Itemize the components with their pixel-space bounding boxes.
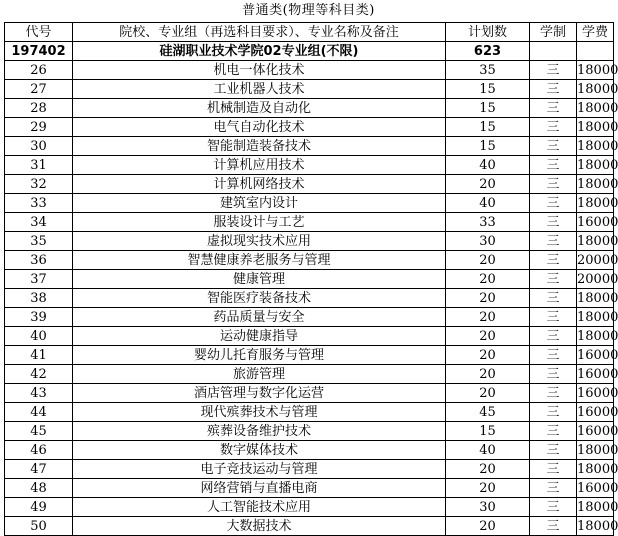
major-duration: 三 — [530, 441, 577, 460]
major-code: 31 — [5, 156, 73, 175]
major-duration: 三 — [530, 251, 577, 270]
table-row — [5, 422, 614, 441]
major-fee: 16000 — [577, 347, 618, 363]
major-plan: 15 — [446, 99, 530, 118]
major-plan: 20 — [446, 384, 530, 403]
major-plan: 20 — [446, 346, 530, 365]
major-plan: 20 — [446, 479, 530, 498]
major-name: 网络营销与直播电商 — [73, 479, 446, 498]
major-plan: 15 — [446, 118, 530, 137]
major-fee: 18000 — [577, 309, 618, 325]
major-fee: 18000 — [577, 157, 618, 173]
major-name: 虚拟现实技术应用 — [73, 232, 446, 251]
table-row — [5, 517, 614, 536]
table-row — [5, 137, 614, 156]
major-duration: 三 — [530, 308, 577, 327]
table-row — [5, 479, 614, 498]
major-name: 计算机网络技术 — [73, 175, 446, 194]
major-plan: 35 — [446, 61, 530, 80]
major-code: 29 — [5, 118, 73, 137]
major-fee: 18000 — [577, 442, 618, 458]
major-code: 36 — [5, 251, 73, 270]
major-duration: 三 — [530, 118, 577, 137]
group-code: 197402 — [5, 42, 73, 61]
admission-plan-table — [4, 22, 618, 536]
major-plan: 33 — [446, 213, 530, 232]
major-name: 电气自动化技术 — [73, 118, 446, 137]
table-row — [5, 80, 614, 99]
major-name: 机械制造及自动化 — [73, 99, 446, 118]
major-plan: 15 — [446, 422, 530, 441]
major-fee: 16000 — [577, 423, 618, 439]
major-name: 现代殡葬技术与管理 — [73, 403, 446, 422]
major-fee: 18000 — [577, 138, 618, 154]
major-duration: 三 — [530, 213, 577, 232]
major-name: 殡葬设备维护技术 — [73, 422, 446, 441]
table-row — [5, 118, 614, 137]
major-code: 38 — [5, 289, 73, 308]
major-duration: 三 — [530, 175, 577, 194]
major-fee: 18000 — [577, 499, 618, 515]
header-name: 院校、专业组（再选科目要求）、专业名称及备注 — [73, 23, 446, 42]
major-plan: 30 — [446, 498, 530, 517]
major-code: 48 — [5, 479, 73, 498]
table-row — [5, 289, 614, 308]
group-duration — [530, 42, 577, 61]
table-row — [5, 156, 614, 175]
major-name: 运动健康指导 — [73, 327, 446, 346]
major-fee: 18000 — [577, 461, 618, 477]
major-code: 45 — [5, 422, 73, 441]
major-fee: 16000 — [577, 385, 618, 401]
major-name: 电子竞技运动与管理 — [73, 460, 446, 479]
major-name: 婴幼儿托育服务与管理 — [73, 346, 446, 365]
major-fee: 20000 — [577, 252, 618, 268]
major-plan: 30 — [446, 232, 530, 251]
major-fee: 20000 — [577, 271, 618, 287]
major-fee: 18000 — [577, 81, 618, 97]
major-name: 酒店管理与数字化运营 — [73, 384, 446, 403]
major-duration: 三 — [530, 479, 577, 498]
major-fee: 18000 — [577, 119, 618, 135]
major-plan: 20 — [446, 289, 530, 308]
major-duration: 三 — [530, 403, 577, 422]
table-row — [5, 308, 614, 327]
major-name: 大数据技术 — [73, 517, 446, 536]
header-code: 代号 — [5, 23, 73, 42]
major-plan: 45 — [446, 403, 530, 422]
major-plan: 20 — [446, 270, 530, 289]
major-duration: 三 — [530, 80, 577, 99]
major-plan: 15 — [446, 137, 530, 156]
table-row — [5, 232, 614, 251]
major-name: 计算机应用技术 — [73, 156, 446, 175]
major-code: 44 — [5, 403, 73, 422]
table-row — [5, 194, 614, 213]
major-duration: 三 — [530, 384, 577, 403]
table-row — [5, 441, 614, 460]
major-code: 33 — [5, 194, 73, 213]
major-fee: 18000 — [577, 328, 618, 344]
major-duration: 三 — [530, 365, 577, 384]
major-duration: 三 — [530, 346, 577, 365]
major-plan: 20 — [446, 251, 530, 270]
major-duration: 三 — [530, 99, 577, 118]
major-code: 26 — [5, 61, 73, 80]
major-plan: 20 — [446, 175, 530, 194]
table-row — [5, 498, 614, 517]
major-duration: 三 — [530, 61, 577, 80]
table-row — [5, 365, 614, 384]
header-fee: 学费 — [577, 23, 614, 42]
table-row — [5, 175, 614, 194]
major-code: 46 — [5, 441, 73, 460]
major-fee: 16000 — [577, 480, 618, 496]
table-row — [5, 251, 614, 270]
major-name: 人工智能技术应用 — [73, 498, 446, 517]
table-caption: 普通类(物理等科目类) — [242, 3, 375, 18]
major-duration: 三 — [530, 498, 577, 517]
header-duration: 学制 — [530, 23, 577, 42]
major-duration: 三 — [530, 156, 577, 175]
major-duration: 三 — [530, 137, 577, 156]
table-row — [5, 270, 614, 289]
group-fee — [577, 42, 614, 61]
major-fee: 16000 — [577, 366, 618, 382]
major-fee: 18000 — [577, 195, 618, 211]
major-fee: 18000 — [577, 233, 618, 249]
major-duration: 三 — [530, 460, 577, 479]
major-code: 40 — [5, 327, 73, 346]
major-duration: 三 — [530, 422, 577, 441]
table-row — [5, 99, 614, 118]
major-fee: 16000 — [577, 214, 618, 230]
header-plan: 计划数 — [446, 23, 530, 42]
major-code: 34 — [5, 213, 73, 232]
major-plan: 40 — [446, 441, 530, 460]
table-body — [5, 23, 618, 536]
major-fee: 18000 — [577, 518, 618, 534]
table-row — [5, 213, 614, 232]
major-code: 35 — [5, 232, 73, 251]
group-name: 硅湖职业技术学院02专业组(不限) — [73, 42, 446, 61]
major-name: 机电一体化技术 — [73, 61, 446, 80]
table-row — [5, 403, 614, 422]
major-duration: 三 — [530, 232, 577, 251]
major-plan: 20 — [446, 460, 530, 479]
major-name: 数字媒体技术 — [73, 441, 446, 460]
major-name: 智能医疗装备技术 — [73, 289, 446, 308]
major-plan: 15 — [446, 80, 530, 99]
major-name: 服装设计与工艺 — [73, 213, 446, 232]
major-code: 39 — [5, 308, 73, 327]
major-name: 智慧健康养老服务与管理 — [73, 251, 446, 270]
major-name: 健康管理 — [73, 270, 446, 289]
major-plan: 20 — [446, 517, 530, 536]
table-row — [5, 61, 614, 80]
major-code: 42 — [5, 365, 73, 384]
major-fee: 18000 — [577, 290, 618, 306]
major-code: 32 — [5, 175, 73, 194]
major-plan: 20 — [446, 308, 530, 327]
major-code: 49 — [5, 498, 73, 517]
major-code: 27 — [5, 80, 73, 99]
major-name: 旅游管理 — [73, 365, 446, 384]
major-fee: 18000 — [577, 100, 618, 116]
major-duration: 三 — [530, 289, 577, 308]
header-row — [5, 23, 614, 42]
major-name: 建筑室内设计 — [73, 194, 446, 213]
table-row — [5, 327, 614, 346]
major-code: 41 — [5, 346, 73, 365]
major-fee: 16000 — [577, 404, 618, 420]
major-duration: 三 — [530, 327, 577, 346]
major-duration: 三 — [530, 517, 577, 536]
group-row — [5, 42, 614, 61]
major-name: 工业机器人技术 — [73, 80, 446, 99]
major-code: 30 — [5, 137, 73, 156]
table-row — [5, 460, 614, 479]
major-plan: 40 — [446, 194, 530, 213]
major-duration: 三 — [530, 194, 577, 213]
major-plan: 40 — [446, 156, 530, 175]
major-code: 37 — [5, 270, 73, 289]
major-code: 47 — [5, 460, 73, 479]
major-code: 50 — [5, 517, 73, 536]
major-plan: 20 — [446, 365, 530, 384]
major-code: 43 — [5, 384, 73, 403]
major-duration: 三 — [530, 270, 577, 289]
major-plan: 20 — [446, 327, 530, 346]
major-name: 智能制造装备技术 — [73, 137, 446, 156]
table-row — [5, 384, 614, 403]
group-plan: 623 — [446, 42, 530, 61]
major-code: 28 — [5, 99, 73, 118]
major-name: 药品质量与安全 — [73, 308, 446, 327]
table-row — [5, 346, 614, 365]
major-fee: 18000 — [577, 62, 618, 78]
major-fee: 18000 — [577, 176, 618, 192]
